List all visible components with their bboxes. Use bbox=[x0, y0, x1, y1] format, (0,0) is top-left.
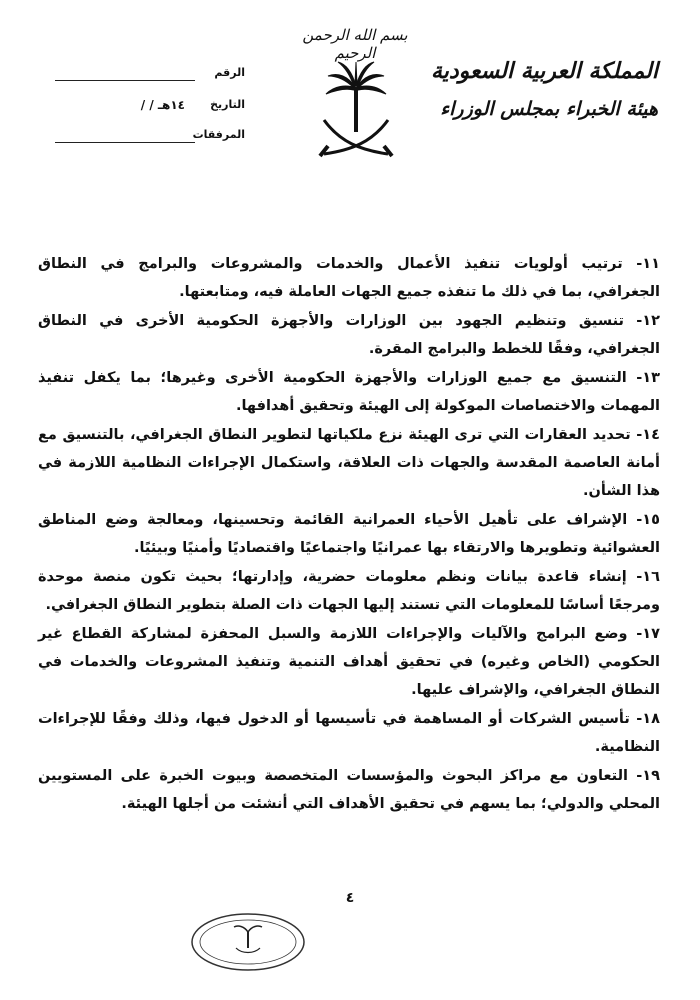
attachments-line bbox=[55, 142, 195, 143]
kingdom-title: المملكة العربية السعودية bbox=[430, 58, 658, 84]
date-label: التاريخ bbox=[210, 98, 245, 111]
list-item: ١٤- تحديد العقارات التي ترى الهيئة نزع ملكياتها لتطوير النطاق الجغرافي، بالتنسيق مع أمانة العاصمة المقدسة والجهات ذات العلاقة، واستكمال الإجراءات النظامية اللازمة في هذا الشأن. bbox=[38, 427, 660, 499]
basmala: بسم الله الرحمن الرحيم bbox=[302, 26, 408, 62]
palm-and-swords-emblem bbox=[318, 58, 394, 166]
responsibilities-list bbox=[38, 250, 660, 819]
list-item: ١١- ترتيب أولويات تنفيذ الأعمال والخدمات والمشروعات والبرامج في النطاق الجغرافي، بما في ذلك ما تنفذه جميع الجهات العاملة فيه، ومتابعتها. bbox=[38, 256, 660, 300]
list-item: ١٨- تأسيس الشركات أو المساهمة في تأسيسها أو الدخول فيها، وذلك وفقًا للإجراءات النظامية. bbox=[38, 711, 660, 755]
date-slots: / / ١٤هـ bbox=[140, 98, 185, 112]
page-number: ٤ bbox=[345, 890, 355, 906]
reference-label: الرقم bbox=[214, 66, 245, 79]
reference-number-field bbox=[55, 66, 245, 88]
date-field bbox=[55, 98, 245, 120]
official-stamp bbox=[190, 912, 306, 972]
authority-title: هيئة الخبراء بمجلس الوزراء bbox=[440, 98, 658, 120]
attachments-label: المرفقات bbox=[192, 128, 245, 141]
list-item: ١٢- تنسيق وتنظيم الجهود بين الوزارات والأجهزة الحكومية الأخرى في النطاق الجغرافي، وفقًا للخطط والبرامج المقرة. bbox=[38, 313, 660, 357]
list-item: ١٦- إنشاء قاعدة بيانات ونظم معلومات حضرية، وإدارتها؛ بحيث تكون منصة موحدة ومرجعًا أساسًا للمعلومات التي تستند إليها الجهات ذات الصلة بتطوير النطاق الجغرافي. bbox=[38, 569, 660, 613]
reference-line bbox=[55, 80, 195, 81]
list-item: ١٥- الإشراف على تأهيل الأحياء العمرانية القائمة وتحسينها، ومعالجة وضع المناطق العشوائية وتطويرها والارتقاء بها عمرانيًا واجتماعيًا واقتصاديًا وأمنيًا وبيئيًا. bbox=[38, 512, 660, 556]
attachments-field bbox=[55, 128, 245, 150]
list-item: ١٧- وضع البرامج والآليات والإجراءات اللازمة والسبل المحفزة لمشاركة القطاع غير الحكومي (الخاص وغيره) في تحقيق أهداف التنمية وتنفيذ المشروعات والخدمات في النطاق الجغرافي، والإشراف عليها. bbox=[38, 626, 660, 698]
list-item: ١٩- التعاون مع مراكز البحوث والمؤسسات المتخصصة وبيوت الخبرة على المستويين المحلي والدولي؛ بما يسهم في تحقيق الأهداف التي أنشئت من أجلها الهيئة. bbox=[38, 768, 660, 812]
list-item: ١٣- التنسيق مع جميع الوزارات والأجهزة الحكومية الأخرى وغيرها؛ بما يكفل تنفيذ المهمات والاختصاصات الموكولة إلى الهيئة وتحقيق أهدافها. bbox=[38, 370, 660, 414]
